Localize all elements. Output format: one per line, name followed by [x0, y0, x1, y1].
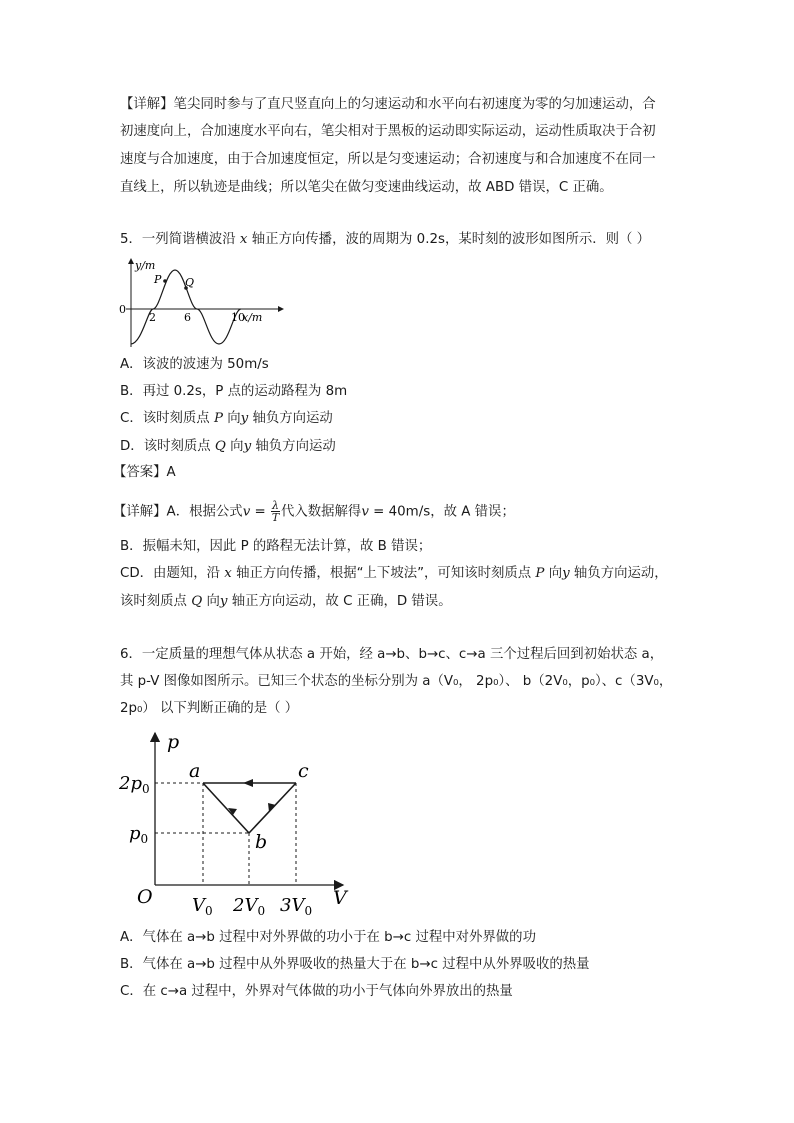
- p-axis-label: p: [167, 731, 180, 753]
- question-6-stem-line2: 其 p-V 图像如图所示。已知三个状态的坐标分别为 a（V₀， 2p₀）、 b（2V₀，p₀）、c（3V₀，: [120, 674, 673, 689]
- tick-6: 6: [184, 311, 191, 324]
- x-axis-label: x/m: [242, 311, 263, 324]
- option-a: A．气体在 a→b 过程中对外界做的功小于在 b→c 过程中对外界做的功: [120, 930, 536, 945]
- label-c: c: [298, 760, 309, 782]
- option-c: C．该时刻质点 P 向y 轴负方向运动: [120, 411, 333, 426]
- option-a: A．该波的波速为 50m/s: [120, 357, 269, 372]
- explanation-cd-line1: CD．由题知，沿 x 轴正方向传播，根据“上下坡法”，可知该时刻质点 P 向y 轴负方向运动，: [120, 566, 668, 581]
- explanation-line: 直线上，所以轨迹是曲线；所以笔尖在做匀变速曲线运动，故 ABD 错误，C 正确。: [120, 180, 613, 195]
- pv-diagram: [115, 728, 355, 918]
- explanation-a: 【详解】A．根据公式v = $\frac{\lambda}{T}$ 代入数据解得v = 40m/s，故 A 错误；: [113, 499, 515, 524]
- option-d: D．该时刻质点 Q 向y 轴负方向运动: [120, 439, 336, 454]
- option-c: C．在 c→a 过程中，外界对气体做的功小于气体向外界放出的热量: [120, 984, 513, 999]
- explanation-line: 速度与合加速度，由于合加速度恒定，所以是匀变速运动；合初速度与和合加速度不在同一: [120, 152, 656, 167]
- label-p0: $p_0$: [129, 823, 149, 846]
- label-p: P: [154, 273, 162, 286]
- origin-label: O: [137, 886, 153, 908]
- wave-graph: [118, 255, 288, 350]
- origin-label: 0: [119, 303, 126, 316]
- tick-10: 10: [231, 311, 245, 324]
- process-a-b: [203, 783, 249, 833]
- y-axis-label: y/m: [135, 259, 156, 272]
- explanation-cd-line2: 该时刻质点 Q 向y 轴正方向运动，故 C 正确，D 错误。: [120, 594, 452, 609]
- tick-v0: $V_0$: [192, 895, 213, 918]
- label-b: b: [255, 831, 268, 853]
- lambda-over-t-fraction: $\frac{\lambda}{T}$: [271, 499, 280, 524]
- explanation-line: 【详解】笔尖同时参与了直尺竖直向上的匀速运动和水平向右初速度为零的匀加速运动，合: [120, 97, 656, 112]
- question-6-stem-line3: 2p₀） 以下判断正确的是（ ）: [120, 701, 299, 716]
- explanation-b: B．振幅未知，因此 P 的路程无法计算，故 B 错误；: [120, 539, 432, 554]
- label-a: a: [189, 760, 201, 782]
- point-p: [163, 279, 167, 283]
- arrow-b-c: [268, 803, 276, 812]
- option-b: B．再过 0.2s，P 点的运动路程为 8m: [120, 384, 348, 399]
- arrow-c-a: [243, 779, 253, 787]
- tick-2: 2: [149, 311, 156, 324]
- tick-3v0: $3V_0$: [280, 895, 313, 918]
- v-axis-label: V: [333, 887, 347, 909]
- label-2p0: $2p_0$: [119, 773, 150, 796]
- explanation-line: 初速度向上，合加速度水平向右，笔尖相对于黑板的运动即实际运动，运动性质取决于合初: [120, 124, 656, 139]
- tick-2v0: $2V_0$: [233, 895, 266, 918]
- label-q: Q: [185, 276, 195, 289]
- option-b: B．气体在 a→b 过程中从外界吸收的热量大于在 b→c 过程中从外界吸收的热量: [120, 957, 590, 972]
- question-5-stem: 5．一列简谐横波沿 x 轴正方向传播，波的周期为 0.2s，某时刻的波形如图所示．则（ ）: [120, 232, 651, 247]
- answer-label: 【答案】A: [113, 465, 176, 480]
- question-6-stem-line1: 6．一定质量的理想气体从状态 a 开始，经 a→b、b→c、c→a 三个过程后回到初始状态 a，: [120, 647, 664, 662]
